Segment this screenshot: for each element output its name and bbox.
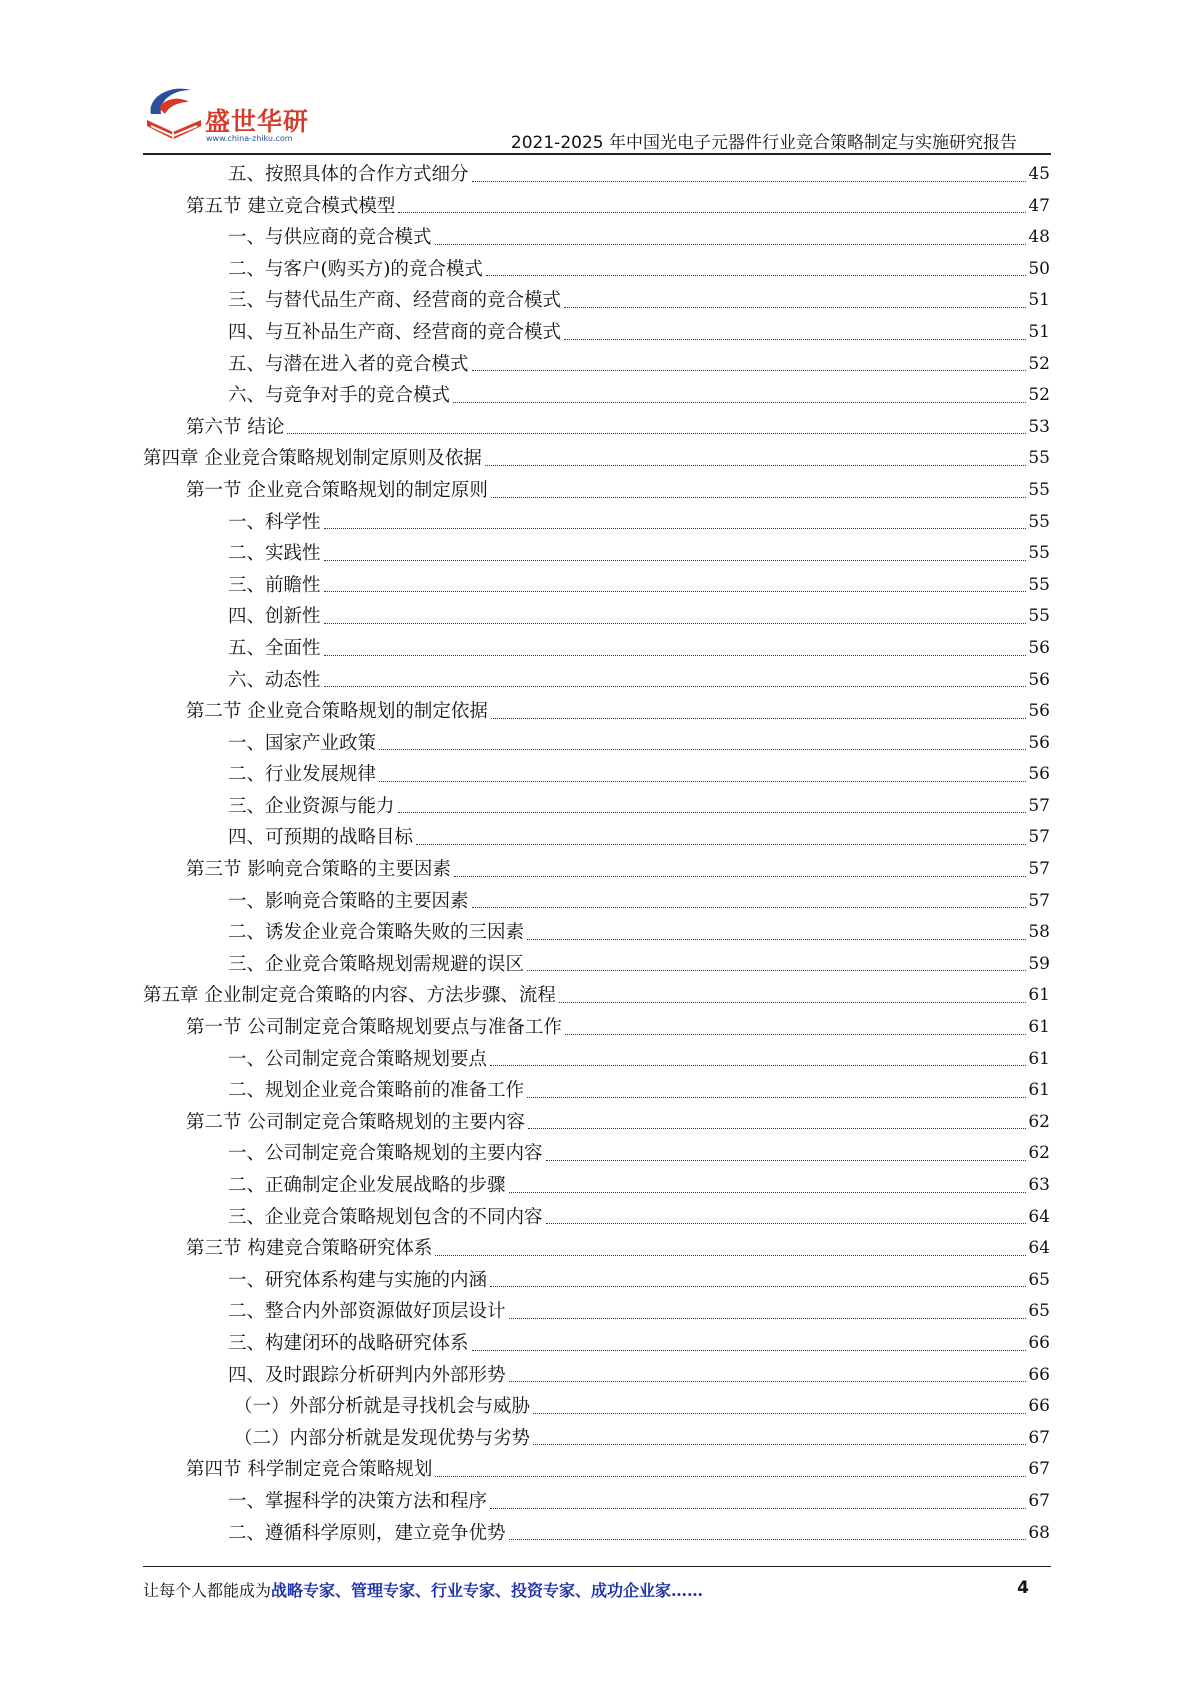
toc-entry-label: 三、企业资源与能力 (228, 795, 395, 817)
toc-entry-page: 56 (1028, 732, 1050, 753)
toc-entry[interactable] (143, 443, 1050, 475)
toc-entry-label: 六、动态性 (228, 669, 321, 691)
toc-entry-label: 一、国家产业政策 (228, 732, 377, 754)
toc-entry-label: 一、与供应商的竞合模式 (228, 227, 432, 249)
toc-dot-leader (528, 1128, 1026, 1129)
logo-book-icon (143, 84, 207, 150)
toc-entry-label: 一、影响竞合策略的主要因素 (228, 890, 469, 912)
toc-dot-leader (379, 781, 1026, 782)
toc-entry-page: 61 (1028, 985, 1050, 1006)
toc-entry[interactable] (143, 1518, 1050, 1550)
toc-dot-leader (324, 591, 1027, 592)
toc-entry-page: 50 (1028, 258, 1050, 279)
toc-entry-page: 66 (1028, 1332, 1050, 1353)
toc-entry-page: 57 (1028, 859, 1050, 880)
toc-dot-leader (398, 812, 1027, 813)
toc-dot-leader (564, 307, 1026, 308)
toc-entry[interactable] (143, 980, 1050, 1012)
toc-entry-page: 61 (1028, 1017, 1050, 1038)
toc-entry[interactable] (143, 633, 1050, 665)
toc-entry-page: 65 (1028, 1301, 1050, 1322)
toc-entry-label: 一、科学性 (228, 511, 321, 533)
toc-dot-leader (379, 749, 1026, 750)
toc-dot-leader (435, 244, 1027, 245)
footer-slogan (143, 1578, 703, 1601)
toc-dot-leader (398, 212, 1026, 213)
logo-name: 盛世华研 (205, 107, 310, 136)
toc-dot-leader (509, 1381, 1027, 1382)
toc-entry-label: 五、全面性 (228, 637, 321, 659)
toc-entry-page: 53 (1028, 416, 1050, 437)
toc-entry-page: 61 (1028, 1080, 1050, 1101)
toc-entry-label: 一、掌握科学的决策方法和程序 (228, 1490, 488, 1512)
toc-dot-leader (287, 433, 1026, 434)
toc-entry[interactable] (143, 601, 1050, 633)
toc-entry[interactable] (143, 1075, 1050, 1107)
toc-dot-leader (491, 497, 1026, 498)
toc-entry-label: 二、正确制定企业发展战略的步骤 (228, 1175, 506, 1196)
toc-entry[interactable] (143, 1328, 1050, 1360)
toc-entry-label: 二、实践性 (228, 543, 321, 565)
toc-entry-page: 52 (1028, 353, 1050, 374)
toc-dot-leader (490, 1286, 1026, 1287)
toc-entry[interactable] (143, 854, 1050, 886)
toc-entry-label: 第一节 企业竞合策略规划的制定原则 (186, 479, 488, 501)
toc-entry-page: 56 (1028, 764, 1050, 785)
slogan-prefix: 让每个人都能成为 (143, 1581, 272, 1600)
toc-dot-leader (324, 623, 1027, 624)
toc-entry-label: 第四节 科学制定竞合策略规划 (186, 1459, 433, 1481)
toc-entry[interactable] (143, 886, 1050, 918)
toc-entry-page: 65 (1028, 1269, 1050, 1290)
toc-entry-page: 55 (1028, 511, 1050, 532)
toc-entry-page: 56 (1028, 669, 1050, 690)
toc-entry-page: 56 (1028, 701, 1050, 722)
toc-entry-page: 45 (1028, 164, 1050, 184)
toc-entry[interactable] (143, 349, 1050, 381)
toc-entry-label: 第三节 影响竞合策略的主要因素 (186, 859, 451, 881)
toc-entry[interactable] (143, 317, 1050, 349)
toc-entry[interactable] (143, 507, 1050, 539)
company-logo (143, 84, 343, 150)
toc-dot-leader (559, 1002, 1026, 1003)
toc-entry-label: 四、与互补品生产商、经营商的竞合模式 (228, 321, 562, 343)
toc-dot-leader (527, 939, 1026, 940)
toc-dot-leader (490, 1508, 1026, 1509)
report-title: 2021-2025 年中国光电子元器件行业竞合策略制定与实施研究报告 (510, 133, 1017, 153)
toc-entry-page: 55 (1028, 479, 1050, 500)
toc-entry[interactable] (143, 665, 1050, 697)
toc-dot-leader (509, 1192, 1027, 1193)
toc-entry-label: 三、与替代品生产商、经营商的竞合模式 (228, 290, 562, 312)
toc-entry-page: 63 (1028, 1175, 1050, 1195)
toc-dot-leader (472, 181, 1027, 182)
page-footer (143, 1578, 1051, 1608)
page-number: 4 (1017, 1578, 1029, 1598)
toc-entry[interactable] (143, 1486, 1050, 1518)
toc-entry[interactable] (143, 159, 1050, 191)
toc-entry-label: 二、诱发企业竞合策略失败的三因素 (228, 922, 525, 944)
toc-dot-leader (472, 907, 1027, 908)
toc-dot-leader (546, 1160, 1027, 1161)
toc-entry-label: 一、公司制定竞合策略规划要点 (228, 1048, 488, 1070)
toc-dot-leader (486, 275, 1026, 276)
toc-entry-label: （二）内部分析就是发现优势与劣势 (234, 1427, 531, 1449)
toc-entry-label: 第五节 建立竞合模式模型 (186, 195, 396, 217)
toc-entry[interactable] (143, 1044, 1050, 1076)
toc-entry-page: 51 (1028, 321, 1050, 342)
toc-entry[interactable] (143, 1296, 1050, 1328)
toc-entry-page: 51 (1028, 290, 1050, 311)
header-divider (143, 153, 1051, 155)
toc-entry-page: 57 (1028, 890, 1050, 911)
toc-entry-label: 五、与潜在进入者的竞合模式 (228, 353, 469, 375)
toc-entry[interactable] (143, 917, 1050, 949)
toc-entry[interactable] (143, 1265, 1050, 1297)
toc-entry-label: 六、与竞争对手的竞合模式 (228, 385, 451, 407)
toc-entry-label: 四、创新性 (228, 606, 321, 628)
toc-dot-leader (324, 655, 1027, 656)
toc-dot-leader (533, 1413, 1026, 1414)
toc-dot-leader (453, 402, 1026, 403)
toc-entry[interactable] (143, 759, 1050, 791)
toc-dot-leader (546, 1223, 1027, 1224)
toc-entry-page: 68 (1028, 1522, 1050, 1543)
toc-dot-leader (565, 1034, 1026, 1035)
toc-entry-label: （一）外部分析就是寻找机会与威胁 (234, 1396, 531, 1418)
toc-entry-label: 三、前瞻性 (228, 574, 321, 596)
toc-dot-leader (509, 1539, 1027, 1540)
toc-entry-page: 64 (1028, 1206, 1050, 1227)
toc-entry[interactable] (143, 285, 1050, 317)
toc-entry-label: 二、整合内外部资源做好顶层设计 (228, 1301, 506, 1323)
toc-entry[interactable] (143, 1233, 1050, 1265)
toc-entry-label: 第五章 企业制定竞合策略的内容、方法步骤、流程 (143, 985, 556, 1007)
toc-entry[interactable] (143, 1454, 1050, 1486)
toc-entry-page: 61 (1028, 1048, 1050, 1069)
toc-entry-label: 三、企业竞合策略规划需规避的误区 (228, 953, 525, 975)
toc-entry[interactable] (143, 1170, 1050, 1202)
logo-url: www.china-zhiku.com (206, 134, 293, 143)
toc-dot-leader (564, 339, 1026, 340)
toc-dot-leader (527, 1097, 1026, 1098)
toc-entry-page: 57 (1028, 795, 1050, 816)
toc-entry-page: 47 (1028, 195, 1050, 216)
toc-entry-page: 62 (1028, 1143, 1050, 1164)
toc-entry-label: 五、按照具体的合作方式细分 (228, 164, 469, 185)
toc-entry[interactable] (143, 696, 1050, 728)
toc-dot-leader (324, 560, 1027, 561)
toc-entry[interactable] (143, 191, 1050, 223)
toc-entry-page: 57 (1028, 827, 1050, 848)
toc-entry-label: 一、公司制定竞合策略规划的主要内容 (228, 1143, 543, 1165)
toc-entry-page: 58 (1028, 922, 1050, 943)
toc-entry-label: 四、及时跟踪分析研判内外部形势 (228, 1364, 506, 1386)
toc-entry[interactable] (143, 222, 1050, 254)
toc-entry-page: 67 (1028, 1490, 1050, 1511)
toc-entry-label: 三、企业竞合策略规划包含的不同内容 (228, 1206, 543, 1228)
toc-entry[interactable] (143, 380, 1050, 412)
toc-entry-page: 59 (1028, 953, 1050, 974)
toc-dot-leader (490, 1065, 1026, 1066)
toc-entry[interactable] (143, 1138, 1050, 1170)
toc-entry-label: 二、行业发展规律 (228, 764, 377, 786)
toc-dot-leader (472, 370, 1027, 371)
toc-entry-label: 第六节 结论 (186, 416, 285, 438)
toc-dot-leader (435, 1476, 1026, 1477)
toc-entry-label: 一、研究体系构建与实施的内涵 (228, 1269, 488, 1291)
toc-entry[interactable] (143, 412, 1050, 444)
toc-dot-leader (435, 1255, 1026, 1256)
toc-entry[interactable] (143, 1107, 1050, 1139)
toc-dot-leader (527, 970, 1026, 971)
toc-entry-label: 第二节 公司制定竞合策略规划的主要内容 (186, 1111, 525, 1133)
toc-entry-page: 62 (1028, 1111, 1050, 1132)
toc-entry-label: 三、构建闭环的战略研究体系 (228, 1332, 469, 1354)
toc-entry-label: 二、与客户(购买方)的竞合模式 (228, 258, 483, 280)
toc-entry-label: 四、可预期的战略目标 (228, 827, 414, 849)
toc-entry[interactable] (143, 822, 1050, 854)
page-header (143, 84, 1051, 156)
toc-entry[interactable] (143, 475, 1050, 507)
toc-dot-leader (454, 876, 1026, 877)
toc-dot-leader (472, 1350, 1027, 1351)
toc-entry[interactable] (143, 791, 1050, 823)
toc-entry-page: 66 (1028, 1364, 1050, 1385)
footer-divider (143, 1566, 1051, 1567)
slogan-roles: 战略专家、管理专家、行业专家、投资专家、成功企业家…… (271, 1581, 704, 1600)
toc-dot-leader (533, 1444, 1026, 1445)
toc-entry[interactable] (143, 538, 1050, 570)
toc-entry-label: 第二节 企业竞合策略规划的制定依据 (186, 701, 488, 723)
toc-entry-label: 二、规划企业竞合策略前的准备工作 (228, 1080, 525, 1102)
toc-entry[interactable] (143, 1360, 1050, 1392)
table-of-contents (143, 159, 1050, 1549)
toc-entry-page: 55 (1028, 606, 1050, 627)
toc-entry-page: 67 (1028, 1459, 1050, 1480)
toc-entry[interactable] (143, 570, 1050, 602)
toc-entry[interactable] (143, 1202, 1050, 1234)
toc-entry[interactable] (143, 1012, 1050, 1044)
toc-entry-label: 第四章 企业竞合策略规划制定原则及依据 (143, 448, 482, 470)
toc-entry-label: 二、遵循科学原则，建立竞争优势 (228, 1522, 506, 1544)
toc-dot-leader (416, 844, 1026, 845)
toc-dot-leader (491, 718, 1026, 719)
toc-entry-page: 67 (1028, 1427, 1050, 1448)
toc-entry-page: 55 (1028, 574, 1050, 595)
toc-entry-page: 55 (1028, 543, 1050, 564)
toc-entry[interactable] (143, 1423, 1050, 1455)
toc-entry[interactable] (143, 728, 1050, 760)
toc-entry[interactable] (143, 254, 1050, 286)
toc-entry[interactable] (143, 949, 1050, 981)
toc-dot-leader (324, 528, 1027, 529)
toc-entry-page: 66 (1028, 1396, 1050, 1417)
toc-entry-label: 第三节 构建竞合策略研究体系 (186, 1238, 433, 1260)
toc-entry-page: 48 (1028, 227, 1050, 248)
toc-dot-leader (485, 465, 1026, 466)
toc-entry-label: 第一节 公司制定竞合策略规划要点与准备工作 (186, 1017, 562, 1039)
toc-entry-page: 56 (1028, 637, 1050, 658)
toc-entry[interactable] (143, 1391, 1050, 1423)
toc-entry-page: 55 (1028, 448, 1050, 469)
toc-entry-page: 52 (1028, 385, 1050, 406)
toc-dot-leader (509, 1318, 1027, 1319)
toc-entry-page: 64 (1028, 1238, 1050, 1259)
toc-dot-leader (324, 686, 1027, 687)
